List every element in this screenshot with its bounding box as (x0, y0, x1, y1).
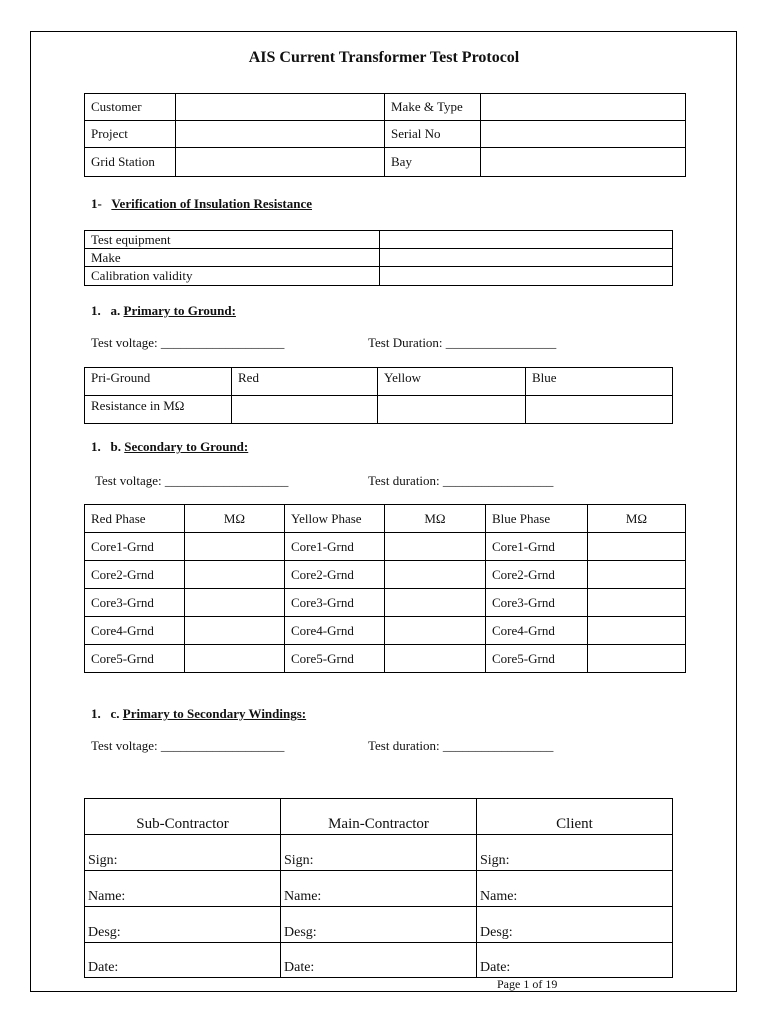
section-number: 1. (91, 706, 101, 721)
table-row (85, 231, 673, 249)
red-header: Red (232, 368, 378, 396)
test-duration-1b[interactable]: Test duration: _________________ (368, 473, 554, 488)
test-voltage-1a[interactable]: Test voltage: ___________________ (91, 335, 285, 350)
test-duration-1a[interactable]: Test Duration: _________________ (368, 335, 557, 350)
core-label: Core4-Grnd (85, 617, 185, 645)
secondary-ground-table (84, 504, 686, 673)
name-field[interactable]: Name: (281, 871, 477, 907)
customer-value[interactable] (176, 94, 385, 121)
section-1-heading (91, 196, 312, 212)
red-core-value[interactable] (185, 645, 285, 673)
resistance-label: Resistance in MΩ (85, 396, 232, 424)
project-value[interactable] (176, 121, 385, 148)
date-field[interactable]: Date: (85, 943, 281, 978)
yellow-core-value[interactable] (385, 589, 486, 617)
bay-label: Bay (385, 148, 481, 177)
serial-no-value[interactable] (481, 121, 686, 148)
yellow-core-value[interactable] (385, 645, 486, 673)
table-row (85, 799, 673, 835)
sign-field[interactable]: Sign: (477, 835, 673, 871)
table-row (85, 907, 673, 943)
table-row (85, 121, 686, 148)
core-label: Core5-Grnd (85, 645, 185, 673)
yellow-phase-header: Yellow Phase (285, 505, 385, 533)
core-label: Core5-Grnd (486, 645, 588, 673)
section-letter: a. (110, 303, 121, 318)
table-row (85, 396, 673, 424)
page-number: Page 1 of 19 (497, 977, 558, 991)
section-1c-title: Primary to Secondary Windings: (122, 706, 307, 721)
red-phase-header: Red Phase (85, 505, 185, 533)
core-label: Core2-Grnd (486, 561, 588, 589)
core-label: Core3-Grnd (285, 589, 385, 617)
core-label: Core2-Grnd (85, 561, 185, 589)
core-label: Core3-Grnd (486, 589, 588, 617)
yellow-header: Yellow (378, 368, 526, 396)
desg-field[interactable]: Desg: (281, 907, 477, 943)
yellow-core-value[interactable] (385, 617, 486, 645)
test-equipment-value[interactable] (380, 231, 673, 249)
table-row (85, 943, 673, 978)
table-row (85, 505, 686, 533)
core-label: Core4-Grnd (285, 617, 385, 645)
table-row (85, 148, 686, 177)
section-number: 1. (91, 303, 101, 318)
client-header: Client (477, 799, 673, 835)
desg-field[interactable]: Desg: (85, 907, 281, 943)
test-duration-1c[interactable]: Test duration: _________________ (368, 738, 554, 753)
core-label: Core1-Grnd (486, 533, 588, 561)
blue-core-value[interactable] (588, 645, 686, 673)
blue-core-value[interactable] (588, 617, 686, 645)
yellow-core-value[interactable] (385, 561, 486, 589)
document-title: AIS Current Transformer Test Protocol (248, 49, 520, 66)
customer-label: Customer (85, 94, 176, 121)
make-type-value[interactable] (481, 94, 686, 121)
section-1a-title: Primary to Ground: (123, 303, 236, 318)
table-row (85, 589, 686, 617)
blue-core-value[interactable] (588, 589, 686, 617)
core-label: Core4-Grnd (486, 617, 588, 645)
bay-value[interactable] (481, 148, 686, 177)
make-type-label: Make & Type (385, 94, 481, 121)
test-equipment-label: Test equipment (85, 231, 380, 249)
calibration-validity-value[interactable] (380, 267, 673, 286)
table-row (85, 835, 673, 871)
table-row (85, 645, 686, 673)
blue-mohm-header: MΩ (588, 505, 686, 533)
red-core-value[interactable] (185, 561, 285, 589)
make-label: Make (85, 249, 380, 267)
section-1c-heading (91, 706, 306, 722)
test-voltage-1b[interactable]: Test voltage: ___________________ (95, 473, 289, 488)
core-label: Core3-Grnd (85, 589, 185, 617)
blue-resistance-value[interactable] (526, 396, 673, 424)
name-field[interactable]: Name: (85, 871, 281, 907)
section-1a-heading (91, 303, 236, 319)
desg-field[interactable]: Desg: (477, 907, 673, 943)
section-1b-heading (91, 439, 248, 455)
header-info-table (84, 93, 686, 177)
red-mohm-header: MΩ (185, 505, 285, 533)
table-row (85, 533, 686, 561)
table-row (85, 871, 673, 907)
yellow-mohm-header: MΩ (385, 505, 486, 533)
primary-ground-table (84, 367, 673, 424)
sign-field[interactable]: Sign: (85, 835, 281, 871)
section-letter: b. (110, 439, 121, 454)
core-label: Core1-Grnd (85, 533, 185, 561)
grid-station-value[interactable] (176, 148, 385, 177)
core-label: Core2-Grnd (285, 561, 385, 589)
pri-ground-header: Pri-Ground (85, 368, 232, 396)
red-core-value[interactable] (185, 533, 285, 561)
section-1b-title: Secondary to Ground: (124, 439, 249, 454)
test-equipment-table (84, 230, 673, 286)
name-field[interactable]: Name: (477, 871, 673, 907)
table-row (85, 561, 686, 589)
serial-no-label: Serial No (385, 121, 481, 148)
section-letter: c. (110, 706, 120, 721)
section-1-number: 1- (91, 196, 102, 211)
core-label: Core1-Grnd (285, 533, 385, 561)
table-row (85, 94, 686, 121)
sub-contractor-header: Sub-Contractor (85, 799, 281, 835)
signature-table (84, 798, 673, 978)
blue-core-value[interactable] (588, 561, 686, 589)
section-1-title: Verification of Insulation Resistance (111, 196, 313, 211)
table-row (85, 368, 673, 396)
date-field[interactable]: Date: (281, 943, 477, 978)
blue-phase-header: Blue Phase (486, 505, 588, 533)
make-value[interactable] (380, 249, 673, 267)
core-label: Core5-Grnd (285, 645, 385, 673)
red-core-value[interactable] (185, 617, 285, 645)
table-row (85, 249, 673, 267)
yellow-core-value[interactable] (385, 533, 486, 561)
yellow-resistance-value[interactable] (378, 396, 526, 424)
section-number: 1. (91, 439, 101, 454)
blue-core-value[interactable] (588, 533, 686, 561)
main-contractor-header: Main-Contractor (281, 799, 477, 835)
table-row (85, 617, 686, 645)
red-resistance-value[interactable] (232, 396, 378, 424)
sign-field[interactable]: Sign: (281, 835, 477, 871)
project-label: Project (85, 121, 176, 148)
date-field[interactable]: Date: (477, 943, 673, 978)
red-core-value[interactable] (185, 589, 285, 617)
test-voltage-1c[interactable]: Test voltage: ___________________ (91, 738, 285, 753)
grid-station-label: Grid Station (85, 148, 176, 177)
blue-header: Blue (526, 368, 673, 396)
table-row (85, 267, 673, 286)
calibration-validity-label: Calibration validity (85, 267, 380, 286)
